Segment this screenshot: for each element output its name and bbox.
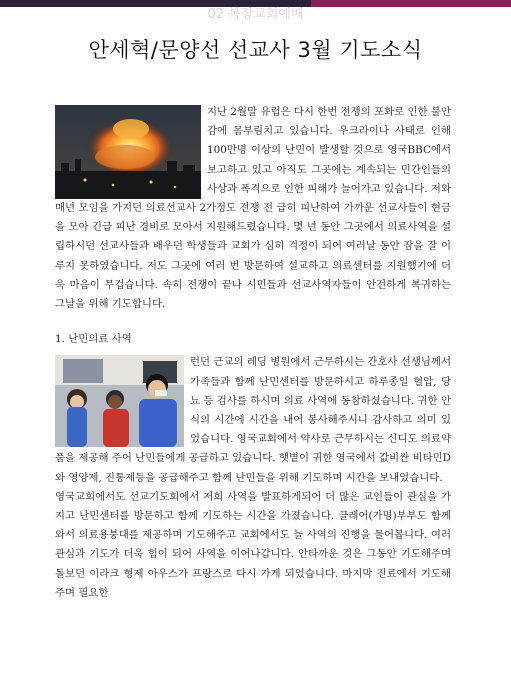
- top-decorative-bar: [0, 0, 511, 7]
- volunteers-group-photo: [55, 355, 184, 447]
- top-accent-bar: [311, 0, 511, 7]
- faded-header-text: 02 복장교회예배: [207, 7, 304, 22]
- paragraph-1: 지난 2월말 유럽은 다시 한번 전쟁의 포화로 인한 불안감에 몸부림치고 있습니다. 우크라이나 사태로 인해 100만명 이상의 난민이 발생할 것으로 영국BBC에서 보고하고 있고 아직도 그곳에는 계속되는 민간인들의 사상과 폭격으로 인한 피해가 늘어가고 있습니다. 저와 매년 모임을 가지던 의료선교사 2가정도 전쟁 전 급히 피난하여 가까운 선교사들이 현금을 모아 긴급 피난 경비로 모아서 지원해드렸습니다. 몇 년 동안 그곳에서 의료사역을 설립하시던 선교사들과 배우던 학생들과 교회가 심히 걱정이 되어 여러날 동안 잠을 잘 이루지 못하였습니다. 저도 그곳에 여러 번 방문하여 설교하고 의료센터를 지원했기에 더욱 마음이 무겁습니다. 속히 전쟁이 끝나 시민들과 선교사역자들이 안전하게 복귀하는 그날을 위해 기도합니다.: [55, 106, 451, 311]
- page-title: 안세혁/문양선 선교사 3월 기도소식: [88, 38, 423, 62]
- section-heading-refugee-medical: 1. 난민의료 사역: [55, 333, 132, 346]
- article-body: [55, 103, 451, 603]
- paragraph-2: 런던 근교의 레딩 병원에서 근무하시는 간호사 선생님께서 가족들과 함께 난민센터를 방문하시고 하루종일 혈압, 당뇨 등 검사를 하시며 의료 사역에 동참하셨습니다. 귀한 안식의 시간에 시간을 내어 봉사해주시니 감사하고 의미 있었습니다. 영국교회에서 약사로 근무하시는 신디도 의료약품을 제공해 주어 난민들에게 공급하고 있습니다. 햇볕이 귀한 영국에서 값비싼 비타민D와 영양제, 진통제등을 공급해주고 함께 난민들을 위해 기도하며 시간을 보내었습니다.: [55, 356, 451, 484]
- explosion-photo: [55, 105, 201, 199]
- paragraph-3: 영국교회에서도 선교기도회에서 저희 사역을 발표하게되어 더 많은 교인들이 관심을 가지고 난민센터를 방문하고 함께 기도하는 시간을 가졌습니다. 클레어(가명)부부도 함께 와서 의료용붕대를 제공하며 기도해주고 교회에서도 늘 사역의 진행을 물어봅니다. 여러 관심과 기도가 더욱 힘이 되어 사역을 이어나갑니다. 안타까운 것은 그동안 기도해주며 돌보던 이라크 형제 아우스가 프랑스로 다시 가게 되었습니다. 마지막 진료에서 기도해주며 필요한: [55, 490, 451, 599]
